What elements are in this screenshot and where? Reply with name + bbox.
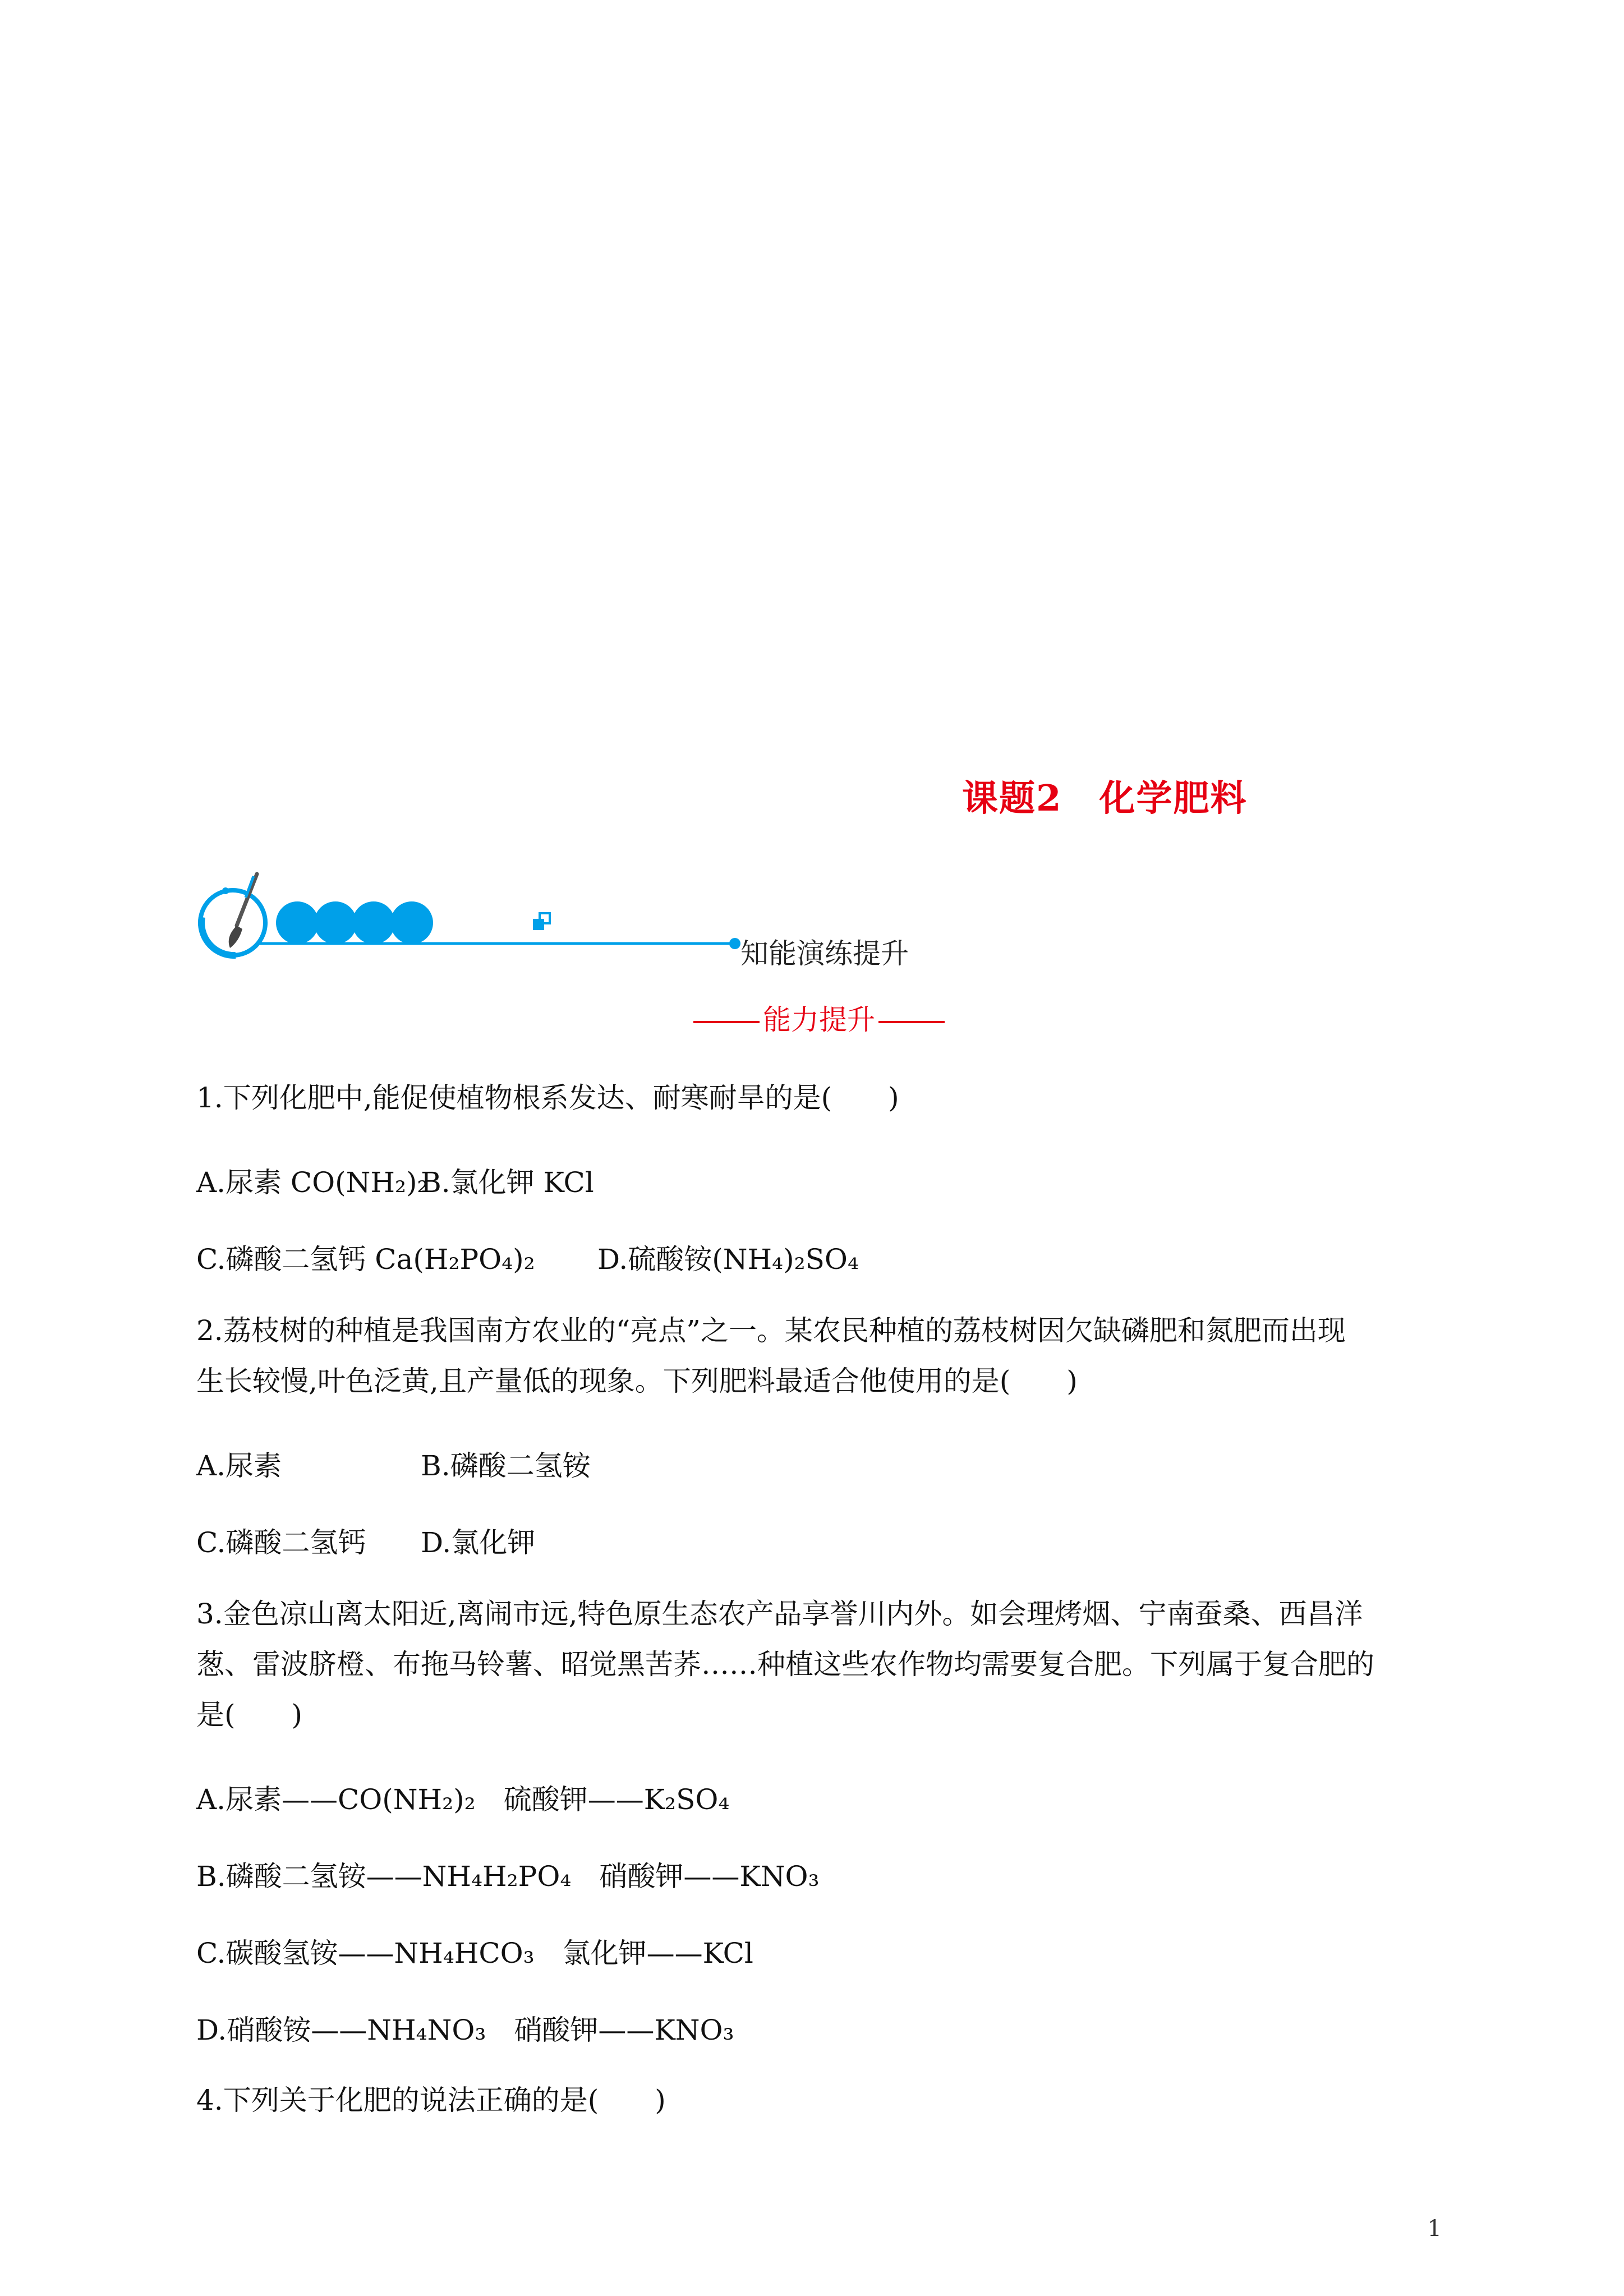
q2-option-d: D.氯化钾 bbox=[421, 1526, 536, 1559]
q1-option-c: C.磷酸二氢钙 Ca(H₂PO₄)₂ bbox=[196, 1243, 535, 1276]
subsection-heading bbox=[690, 997, 948, 1038]
page-title: 课题2 化学肥料 bbox=[962, 777, 1248, 820]
q3-option-a: A.尿素——CO(NH₂)₂ 硫酸钾——K₂SO₄ bbox=[196, 1783, 730, 1816]
q1-option-b: B.氯化钾 KCl bbox=[421, 1166, 594, 1199]
question-2-stem-line1: 2.荔枝树的种植是我国南方农业的“亮点”之一。某农民种植的荔枝树因欠缺磷肥和氮肥而出现 bbox=[196, 1314, 1346, 1347]
section-banner bbox=[191, 864, 752, 970]
q2-option-a: A.尿素 bbox=[196, 1450, 282, 1482]
banner-line-end-dot bbox=[729, 938, 740, 949]
q3-option-b: B.磷酸二氢铵——NH₄H₂PO₄ 硝酸钾——KNO₃ bbox=[196, 1860, 820, 1893]
page-number: 1 bbox=[1427, 2216, 1442, 2242]
paintbrush-icon bbox=[200, 874, 265, 955]
question-3-stem-line1: 3.金色凉山离太阳近,离闹市远,特色原生态农产品享誉川内外。如会理烤烟、宁南蚕桑、西昌洋 bbox=[196, 1598, 1363, 1630]
q3-option-d: D.硝酸铵——NH₄NO₃ 硝酸钾——KNO₃ bbox=[196, 2014, 734, 2046]
question-3-stem-line2: 葱、雷波脐橙、布拖马铃薯、昭觉黑苦荞……种植这些农作物均需要复合肥。下列属于复合肥的 bbox=[196, 1648, 1374, 1681]
q2-option-b: B.磷酸二氢铵 bbox=[421, 1450, 591, 1482]
q2-option-c: C.磷酸二氢钙 bbox=[196, 1526, 366, 1559]
question-3-stem-line3: 是( ) bbox=[196, 1699, 303, 1731]
right-rule bbox=[878, 1021, 945, 1023]
subsection-label: 能力提升 bbox=[763, 1004, 875, 1036]
section-label: 知能演练提升 bbox=[740, 937, 909, 970]
question-4-stem: 4.下列关于化肥的说法正确的是( ) bbox=[196, 2084, 666, 2116]
q3-option-c: C.碳酸氢铵——NH₄HCO₃ 氯化钾——KCl bbox=[196, 1937, 753, 1970]
q1-option-d: D.硫酸铵(NH₄)₂SO₄ bbox=[597, 1243, 859, 1276]
question-2-stem-line2: 生长较慢,叶色泛黄,且产量低的现象。下列肥料最适合他使用的是( ) bbox=[196, 1365, 1078, 1397]
left-rule bbox=[693, 1021, 760, 1023]
question-1-stem: 1.下列化肥中,能促使植物根系发达、耐寒耐旱的是( ) bbox=[196, 1082, 899, 1114]
q1-option-a: A.尿素 CO(NH₂)₂ bbox=[196, 1166, 429, 1199]
small-squares-icon bbox=[533, 913, 550, 930]
step-circles bbox=[276, 901, 433, 944]
